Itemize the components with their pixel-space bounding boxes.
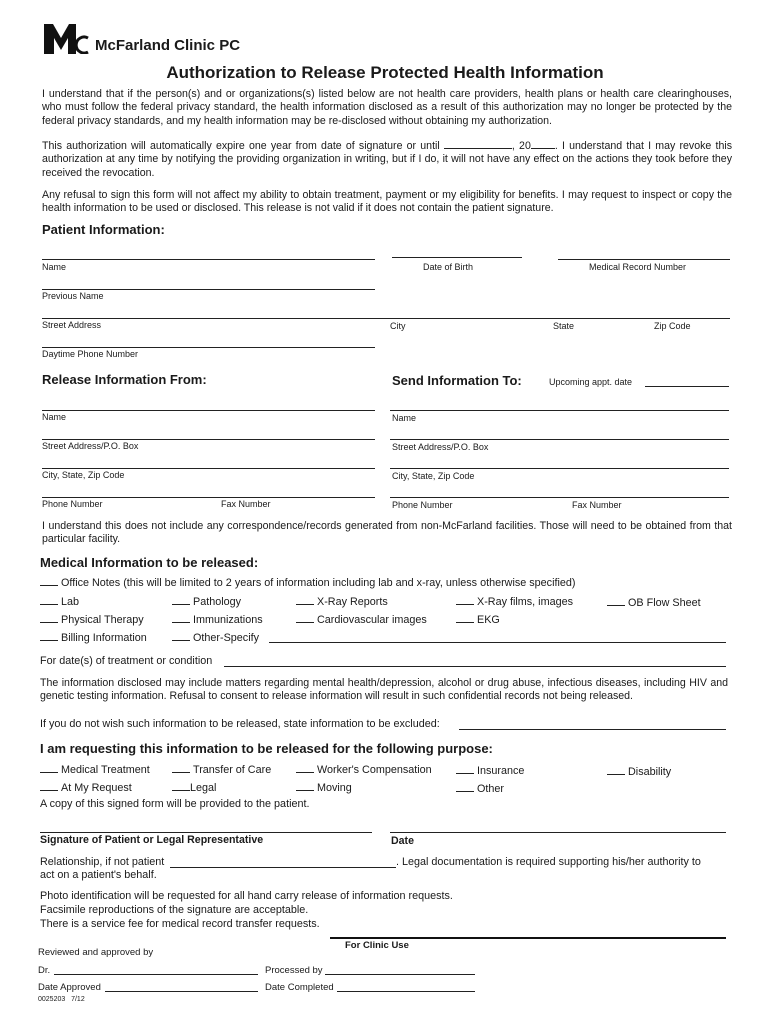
purpose-transfer-checkbox[interactable] xyxy=(172,762,190,773)
appt-date-field[interactable] xyxy=(645,386,729,387)
purpose-workers-option[interactable] xyxy=(296,762,432,776)
purpose-moving-option[interactable] xyxy=(296,780,352,794)
lab-checkbox[interactable] xyxy=(40,594,58,605)
street-address-field[interactable] xyxy=(42,318,730,319)
purpose-other-label: Other xyxy=(477,783,505,795)
other-specify-field[interactable] xyxy=(269,642,726,643)
office-notes-option[interactable] xyxy=(40,575,576,589)
excluded-info-label: If you do not wish such information to be released, state information to be excluded: xyxy=(40,718,440,730)
send-street-field[interactable] xyxy=(390,439,729,440)
xray-reports-label: X-Ray Reports xyxy=(317,596,388,608)
purpose-transfer-label: Transfer of Care xyxy=(193,764,272,776)
purpose-medical-checkbox[interactable] xyxy=(40,762,58,773)
immunizations-checkbox[interactable] xyxy=(172,612,190,623)
purpose-workers-checkbox[interactable] xyxy=(296,762,314,773)
purpose-moving-checkbox[interactable] xyxy=(296,780,314,791)
physical-therapy-checkbox[interactable] xyxy=(40,612,58,623)
lab-label: Lab xyxy=(61,596,80,608)
refusal-paragraph: Any refusal to sign this form will not affect my ability to obtain treatment, payment or my eligibility for benefits. I may request to inspect or copy the health information to be used or disclosed. This release is not valid if it does not contain the patient signature. xyxy=(42,189,732,215)
mcfarland-logo xyxy=(44,24,90,54)
purpose-medical-label: Medical Treatment xyxy=(61,764,150,776)
ekg-label: EKG xyxy=(477,614,500,626)
medical-info-heading: Medical Information to be released: xyxy=(40,555,259,570)
treatment-dates-label: For date(s) of treatment or condition xyxy=(40,655,213,667)
purpose-request-option[interactable] xyxy=(40,780,132,794)
send-name-field[interactable] xyxy=(390,410,729,411)
cardiovascular-checkbox[interactable] xyxy=(296,612,314,623)
send-to-heading: Send Information To: xyxy=(392,373,522,388)
release-csz-field[interactable] xyxy=(42,468,375,469)
xray-films-label: X-Ray films, images xyxy=(477,596,573,608)
relationship-label: Relationship, if not patient xyxy=(40,856,165,868)
send-phone-label: Phone Number xyxy=(392,500,453,510)
clinic-use-heading: For Clinic Use xyxy=(345,940,409,951)
release-street-field[interactable] xyxy=(42,439,375,440)
form-code: 0025203 7/12 xyxy=(38,996,85,1003)
send-csz-field[interactable] xyxy=(390,468,729,469)
mrn-label: Medical Record Number xyxy=(589,262,687,272)
processed-by-field[interactable] xyxy=(325,974,475,975)
release-name-label: Name xyxy=(42,412,67,422)
other-specify-checkbox[interactable] xyxy=(172,630,190,641)
previous-name-field[interactable] xyxy=(42,289,375,290)
dr-field[interactable] xyxy=(54,974,258,975)
pathology-checkbox[interactable] xyxy=(172,594,190,605)
copy-provided-notice: A copy of this signed form will be provided to the patient. xyxy=(40,798,310,810)
dob-field[interactable] xyxy=(392,257,522,258)
treatment-dates-field[interactable] xyxy=(224,666,726,667)
sensitive-info-paragraph: The information disclosed may include matters regarding mental health/depression, alcohol or drug abuse, infectious diseases, including HIV and genetic testing information. Refusal to consent to release information will result in such confidential records not being released. xyxy=(40,677,728,703)
purpose-insurance-checkbox[interactable] xyxy=(456,763,474,774)
ekg-checkbox[interactable] xyxy=(456,612,474,623)
clinic-name: McFarland Clinic PC xyxy=(95,37,241,54)
signature-label: Signature of Patient or Legal Representative xyxy=(40,834,264,846)
physical-therapy-option[interactable] xyxy=(40,612,144,626)
ob-flow-checkbox[interactable] xyxy=(607,595,625,606)
privacy-notice-paragraph: I understand that if the person(s) and or organizations(s) listed below are not health care providers, health plans or health care clearinghouses, who must follow the federal privacy standard, the health information disclosed as a result of this authorization may no longer be protected by the federal privacy standards, and my health information may be re-disclosed without obtaining my authorization. xyxy=(42,88,732,127)
appt-date-label: Upcoming appt. date xyxy=(549,377,633,387)
purpose-moving-label: Moving xyxy=(317,782,352,794)
date-approved-field[interactable] xyxy=(105,991,258,992)
revocation-text: . I understand that I may revoke this authorization at any time by notifying the providing organization in writing, but if I do, it will not have any effect on the actions they took before they received the revocation. xyxy=(42,140,732,179)
purpose-disability-option[interactable] xyxy=(607,764,671,778)
date-approved-label: Date Approved xyxy=(38,982,101,993)
daytime-phone-field[interactable] xyxy=(42,347,375,348)
signature-date-field[interactable] xyxy=(390,832,726,833)
photo-id-notice: Photo identification will be requested for all hand carry release of information requests. xyxy=(40,890,453,902)
purpose-other-option[interactable] xyxy=(456,781,504,795)
xray-films-checkbox[interactable] xyxy=(456,594,474,605)
purpose-disability-label: Disability xyxy=(628,766,672,778)
patient-info-heading: Patient Information: xyxy=(42,222,165,237)
cardiovascular-label: Cardiovascular images xyxy=(317,614,427,626)
form-title: Authorization to Release Protected Health Information xyxy=(166,63,604,82)
signature-date-label: Date xyxy=(391,835,414,847)
processed-by-label: Processed by xyxy=(265,965,323,976)
ob-flow-label: OB Flow Sheet xyxy=(628,597,701,609)
date-completed-label: Date Completed xyxy=(265,982,334,993)
xray-reports-checkbox[interactable] xyxy=(296,594,314,605)
purpose-legal-option[interactable] xyxy=(172,780,216,794)
street-address-label: Street Address xyxy=(42,320,102,330)
excluded-info-field[interactable] xyxy=(459,729,726,730)
purpose-other-checkbox[interactable] xyxy=(456,781,474,792)
ob-flow-option[interactable] xyxy=(607,595,701,609)
release-csz-label: City, State, Zip Code xyxy=(42,470,125,480)
release-fax-label: Fax Number xyxy=(221,499,271,509)
purpose-workers-label: Worker's Compensation xyxy=(317,764,432,776)
send-name-label: Name xyxy=(392,413,417,423)
patient-name-label: Name xyxy=(42,262,67,272)
purpose-insurance-label: Insurance xyxy=(477,765,525,777)
lab-option[interactable] xyxy=(40,594,79,608)
billing-option[interactable] xyxy=(40,630,147,644)
dr-label: Dr. xyxy=(38,965,51,976)
signature-field[interactable] xyxy=(40,832,372,833)
purpose-legal-label: Legal xyxy=(190,782,217,794)
cardiovascular-option[interactable] xyxy=(296,612,427,626)
behalf-notice: act on a patient's behalf. xyxy=(40,869,157,881)
purpose-medical-option[interactable] xyxy=(40,762,150,776)
billing-label: Billing Information xyxy=(61,632,147,644)
immunizations-option[interactable] xyxy=(172,612,263,626)
expiration-date-field[interactable] xyxy=(444,138,512,149)
state-label: State xyxy=(553,321,575,331)
service-fee-notice: There is a service fee for medical record transfer requests. xyxy=(40,918,320,930)
xray-films-option[interactable] xyxy=(456,594,573,608)
send-fax-label: Fax Number xyxy=(572,500,622,510)
facsimile-notice: Facsimile reproductions of the signature are acceptable. xyxy=(40,904,309,916)
release-name-field[interactable] xyxy=(42,410,375,411)
release-from-heading: Release Information From: xyxy=(42,372,207,387)
pathology-option[interactable] xyxy=(172,594,241,608)
expiration-year-field[interactable] xyxy=(531,138,555,149)
expiration-text: This authorization will automatically expire one year from date of signature or until xyxy=(42,140,440,152)
city-label: City xyxy=(390,321,406,331)
purpose-insurance-option[interactable] xyxy=(456,763,524,777)
purpose-transfer-option[interactable] xyxy=(172,762,271,776)
year-prefix: , 20 xyxy=(511,140,531,152)
send-csz-label: City, State, Zip Code xyxy=(392,471,475,481)
other-specify-option[interactable] xyxy=(172,630,259,644)
dob-label: Date of Birth xyxy=(423,262,474,272)
reviewed-label: Reviewed and approved by xyxy=(38,947,154,958)
office-notes-label: Office Notes (this will be limited to 2 years of information including lab and x-ray, unless otherwise specified) xyxy=(61,577,576,589)
purpose-request-label: At My Request xyxy=(61,782,132,794)
clinic-use-divider xyxy=(330,937,726,939)
physical-therapy-label: Physical Therapy xyxy=(61,614,144,626)
purpose-legal-checkbox[interactable] xyxy=(172,780,190,791)
relationship-field[interactable] xyxy=(170,867,396,868)
billing-checkbox[interactable] xyxy=(40,630,58,641)
release-street-label: Street Address/P.O. Box xyxy=(42,441,139,451)
previous-name-label: Previous Name xyxy=(42,291,104,301)
release-phone-label: Phone Number xyxy=(42,499,103,509)
purpose-disability-checkbox[interactable] xyxy=(607,764,625,775)
xray-reports-option[interactable] xyxy=(296,594,388,608)
purpose-heading: I am requesting this information to be released for the following purpose: xyxy=(40,741,493,756)
send-street-label: Street Address/P.O. Box xyxy=(392,442,489,452)
pathology-label: Pathology xyxy=(193,596,242,608)
ekg-option[interactable] xyxy=(456,612,500,626)
release-phone-fax-field[interactable] xyxy=(42,497,375,498)
immunizations-label: Immunizations xyxy=(193,614,263,626)
daytime-phone-label: Daytime Phone Number xyxy=(42,349,139,359)
zip-label: Zip Code xyxy=(654,321,691,331)
purpose-request-checkbox[interactable] xyxy=(40,780,58,791)
patient-name-field[interactable] xyxy=(42,259,375,260)
office-notes-checkbox[interactable] xyxy=(40,575,58,586)
legal-doc-notice: . Legal documentation is required supporting his/her authority to xyxy=(396,856,701,868)
mrn-field[interactable] xyxy=(558,259,730,260)
other-specify-label: Other-Specify xyxy=(193,632,260,644)
send-phone-fax-field[interactable] xyxy=(390,497,729,498)
date-completed-field[interactable] xyxy=(337,991,475,992)
non-mcfarland-notice: I understand this does not include any correspondence/records generated from non-McFarland facilities. Those will need to be obtained from that particular facility. xyxy=(42,520,732,546)
expiration-paragraph xyxy=(42,138,732,180)
